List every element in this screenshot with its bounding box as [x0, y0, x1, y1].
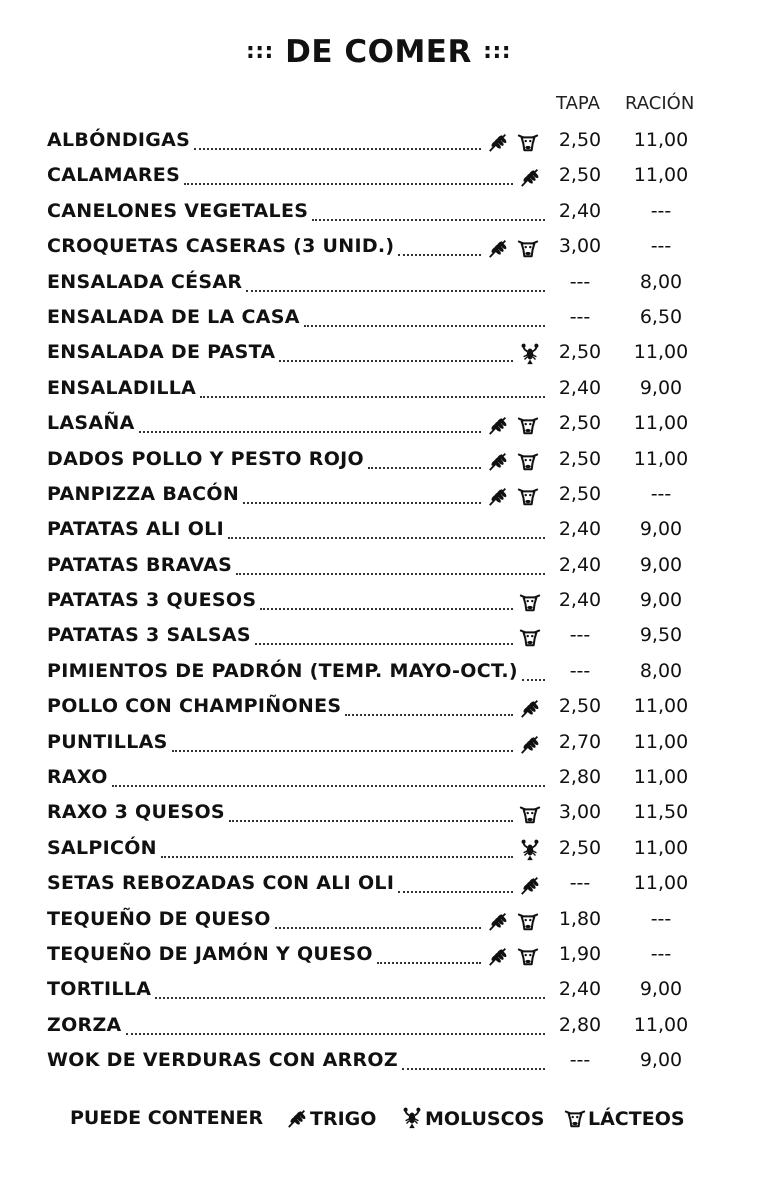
menu-item-name: PATATAS 3 QUESOS — [47, 589, 257, 612]
price-tapa: --- — [569, 1049, 591, 1072]
menu-item — [47, 548, 697, 583]
cow-icon — [564, 1107, 586, 1129]
price-tapa: 2,40 — [558, 518, 602, 541]
menu-item-name: ALBÓNDIGAS — [47, 129, 191, 151]
menu-list — [47, 123, 697, 1079]
wheat-icon — [487, 945, 509, 967]
allergen-icons — [487, 910, 541, 934]
title-decor-left: ::: — [245, 39, 274, 64]
menu-item — [47, 335, 697, 370]
menu-item-name: ENSALADA CÉSAR — [47, 270, 243, 293]
menu-item-name: CANELONES VEGETALES — [47, 199, 309, 222]
price-tapa: --- — [569, 305, 591, 328]
menu-item — [47, 1008, 697, 1043]
price-tapa: 2,50 — [558, 447, 602, 470]
price-tapa: 2,50 — [558, 836, 602, 859]
price-tapa: 2,40 — [558, 589, 602, 612]
wheat-icon — [487, 485, 509, 507]
allergen-icons — [519, 626, 543, 650]
price-racion: 11,50 — [633, 801, 689, 824]
price-racion: --- — [650, 942, 672, 965]
price-racion: 11,00 — [633, 341, 689, 364]
dot-leader — [377, 962, 481, 964]
dot-leader — [255, 643, 513, 645]
menu-item — [47, 406, 697, 441]
menu-item-name: CROQUETAS CASERAS (3 UNID.) — [47, 235, 395, 258]
wheat-icon — [487, 131, 509, 153]
menu-item — [47, 689, 697, 724]
price-racion: 9,00 — [639, 553, 683, 576]
legend-wheat — [286, 1107, 376, 1130]
price-tapa: 2,50 — [558, 412, 602, 435]
allergen-icons — [519, 803, 543, 827]
price-racion: 11,00 — [633, 766, 689, 789]
price-tapa: 3,00 — [558, 235, 602, 258]
legend-intro: PUEDE CONTENER — [70, 1107, 264, 1129]
menu-item — [47, 123, 697, 158]
price-tapa: 2,50 — [558, 482, 602, 505]
price-tapa: 2,40 — [558, 376, 602, 399]
menu-item-name: LASAÑA — [47, 412, 135, 435]
dot-leader — [236, 573, 545, 575]
dot-leader — [184, 183, 513, 185]
cow-icon — [517, 945, 539, 967]
dot-leader — [161, 856, 513, 858]
cow-icon — [519, 626, 541, 648]
price-tapa: 2,40 — [558, 199, 602, 222]
price-tapa: --- — [569, 624, 591, 647]
price-racion: --- — [650, 482, 672, 505]
price-racion: 11,00 — [633, 730, 689, 753]
dot-leader — [139, 431, 481, 433]
allergen-icons — [519, 874, 543, 898]
price-racion: 9,00 — [639, 978, 683, 1001]
dot-leader — [402, 1068, 545, 1070]
price-tapa: --- — [569, 270, 591, 293]
price-tapa: 1,80 — [558, 907, 602, 930]
cow-icon — [517, 237, 539, 259]
wheat-icon — [519, 697, 541, 719]
dot-leader — [243, 502, 481, 504]
menu-item — [47, 583, 697, 618]
menu-item — [47, 512, 697, 547]
cow-icon — [517, 485, 539, 507]
dot-leader — [200, 396, 545, 398]
column-header-racion: RACIÓN — [625, 93, 695, 114]
menu-item-name: WOK DE VERDURAS CON ARROZ — [47, 1049, 398, 1072]
price-racion: --- — [650, 907, 672, 930]
price-racion: 9,00 — [639, 589, 683, 612]
allergen-icons — [487, 237, 541, 261]
cow-icon — [517, 450, 539, 472]
price-racion: 8,00 — [639, 659, 683, 682]
dot-leader — [398, 254, 481, 256]
page-title — [0, 34, 757, 70]
allergen-icons — [487, 131, 541, 155]
allergen-legend — [0, 1107, 757, 1137]
price-tapa: 2,80 — [558, 766, 602, 789]
menu-item — [47, 937, 697, 972]
title-decor-right: ::: — [483, 39, 512, 64]
price-racion: 9,00 — [639, 1049, 683, 1072]
price-tapa: 2,40 — [558, 553, 602, 576]
menu-item-name: ENSALADA DE LA CASA — [47, 305, 300, 328]
menu-item-name: PIMIENTOS DE PADRÓN (TEMP. MAYO-OCT.) — [47, 659, 518, 682]
menu-item — [47, 477, 697, 512]
price-tapa: 2,50 — [558, 129, 602, 151]
allergen-icons — [487, 945, 541, 969]
price-tapa: 3,00 — [558, 801, 602, 824]
price-tapa: --- — [569, 659, 591, 682]
menu-item — [47, 725, 697, 760]
dot-leader — [398, 891, 513, 893]
allergen-icons — [519, 733, 543, 757]
wheat-icon — [487, 237, 509, 259]
dot-leader — [229, 820, 513, 822]
menu-item-name: ENSALADA DE PASTA — [47, 341, 276, 364]
price-tapa: 2,50 — [558, 164, 602, 187]
menu-item-name: TORTILLA — [47, 978, 152, 1001]
price-racion: 9,50 — [639, 624, 683, 647]
price-racion: 8,00 — [639, 270, 683, 293]
price-racion: 11,00 — [633, 129, 689, 151]
dot-leader — [228, 537, 545, 539]
menu-item — [47, 795, 697, 830]
allergen-icons — [519, 697, 543, 721]
price-racion: 11,00 — [633, 872, 689, 895]
menu-item — [47, 158, 697, 193]
legend-shellfish-label: MOLUSCOS — [425, 1108, 545, 1130]
price-racion: 11,00 — [633, 695, 689, 718]
menu-item-name: CALAMARES — [47, 164, 181, 187]
dot-leader — [112, 785, 545, 787]
menu-item-name: RAXO 3 QUESOS — [47, 801, 225, 824]
price-racion: 11,00 — [633, 412, 689, 435]
price-racion: 11,00 — [633, 836, 689, 859]
cow-icon — [519, 591, 541, 613]
price-racion: 11,00 — [633, 1013, 689, 1036]
menu-item — [47, 972, 697, 1007]
wheat-icon — [487, 910, 509, 932]
menu-item-name: SALPICÓN — [47, 836, 157, 859]
dot-leader — [155, 997, 545, 999]
allergen-icons — [519, 343, 543, 367]
allergen-icons — [519, 166, 543, 190]
menu-item — [47, 1043, 697, 1078]
price-racion: 11,00 — [633, 447, 689, 470]
dot-leader — [312, 219, 545, 221]
allergen-icons — [519, 839, 543, 863]
dot-leader — [279, 360, 513, 362]
menu-item — [47, 442, 697, 477]
dot-leader — [246, 290, 545, 292]
menu-item — [47, 194, 697, 229]
menu-item-name: PATATAS ALI OLI — [47, 518, 224, 541]
cow-icon — [519, 803, 541, 825]
menu-item-name: PATATAS 3 SALSAS — [47, 624, 251, 647]
price-tapa: 2,40 — [558, 978, 602, 1001]
menu-item — [47, 300, 697, 335]
dot-leader — [304, 325, 545, 327]
dot-leader — [522, 679, 545, 681]
lobster-icon — [401, 1107, 423, 1129]
menu-item — [47, 265, 697, 300]
wheat-icon — [519, 166, 541, 188]
menu-item-name: PANPIZZA BACÓN — [47, 482, 240, 505]
dot-leader — [126, 1033, 545, 1035]
dot-leader — [194, 148, 481, 150]
menu-item-name: TEQUEÑO DE JAMÓN Y QUESO — [47, 942, 373, 965]
title-text: DE COMER — [285, 34, 472, 70]
price-tapa: --- — [569, 872, 591, 895]
menu-item-name: ENSALADILLA — [47, 376, 197, 399]
lobster-icon — [519, 839, 541, 861]
price-racion: 11,00 — [633, 164, 689, 187]
cow-icon — [517, 131, 539, 153]
cow-icon — [517, 414, 539, 436]
menu-item-name: PATATAS BRAVAS — [47, 553, 233, 576]
menu-item — [47, 760, 697, 795]
price-racion: --- — [650, 199, 672, 222]
legend-dairy — [564, 1107, 685, 1130]
menu-item-name: POLLO CON CHAMPIÑONES — [47, 695, 342, 718]
wheat-icon — [519, 733, 541, 755]
price-racion: 9,00 — [639, 376, 683, 399]
menu-item-name: PUNTILLAS — [47, 730, 168, 753]
menu-item-name: DADOS POLLO Y PESTO ROJO — [47, 447, 364, 470]
dot-leader — [368, 467, 481, 469]
allergen-icons — [519, 591, 543, 615]
price-tapa: 2,50 — [558, 695, 602, 718]
wheat-icon — [519, 874, 541, 896]
allergen-icons — [487, 414, 541, 438]
allergen-icons — [487, 485, 541, 509]
legend-dairy-label: LÁCTEOS — [588, 1108, 685, 1130]
menu-item-name: TEQUEÑO DE QUESO — [47, 907, 271, 930]
dot-leader — [172, 750, 513, 752]
dot-leader — [275, 927, 481, 929]
price-tapa: 2,80 — [558, 1013, 602, 1036]
menu-item — [47, 229, 697, 264]
menu-item — [47, 371, 697, 406]
menu-item-name: SETAS REBOZADAS CON ALI OLI — [47, 872, 395, 895]
allergen-icons — [487, 450, 541, 474]
price-tapa: 1,90 — [558, 942, 602, 965]
menu-item-name: ZORZA — [47, 1013, 122, 1036]
menu-item — [47, 618, 697, 653]
wheat-icon — [286, 1107, 308, 1129]
cow-icon — [517, 910, 539, 932]
price-tapa: 2,70 — [558, 730, 602, 753]
wheat-icon — [487, 450, 509, 472]
price-racion: 9,00 — [639, 518, 683, 541]
price-tapa: 2,50 — [558, 341, 602, 364]
lobster-icon — [519, 343, 541, 365]
legend-wheat-label: TRIGO — [310, 1108, 377, 1130]
wheat-icon — [487, 414, 509, 436]
menu-item-name: RAXO — [47, 766, 108, 789]
price-racion: 6,50 — [639, 305, 683, 328]
dot-leader — [260, 608, 513, 610]
legend-shellfish — [401, 1107, 544, 1130]
dot-leader — [345, 714, 513, 716]
menu-item — [47, 654, 697, 689]
price-racion: --- — [650, 235, 672, 258]
menu-item — [47, 831, 697, 866]
menu-item — [47, 866, 697, 901]
menu-item — [47, 902, 697, 937]
column-header-tapa: TAPA — [556, 93, 600, 114]
